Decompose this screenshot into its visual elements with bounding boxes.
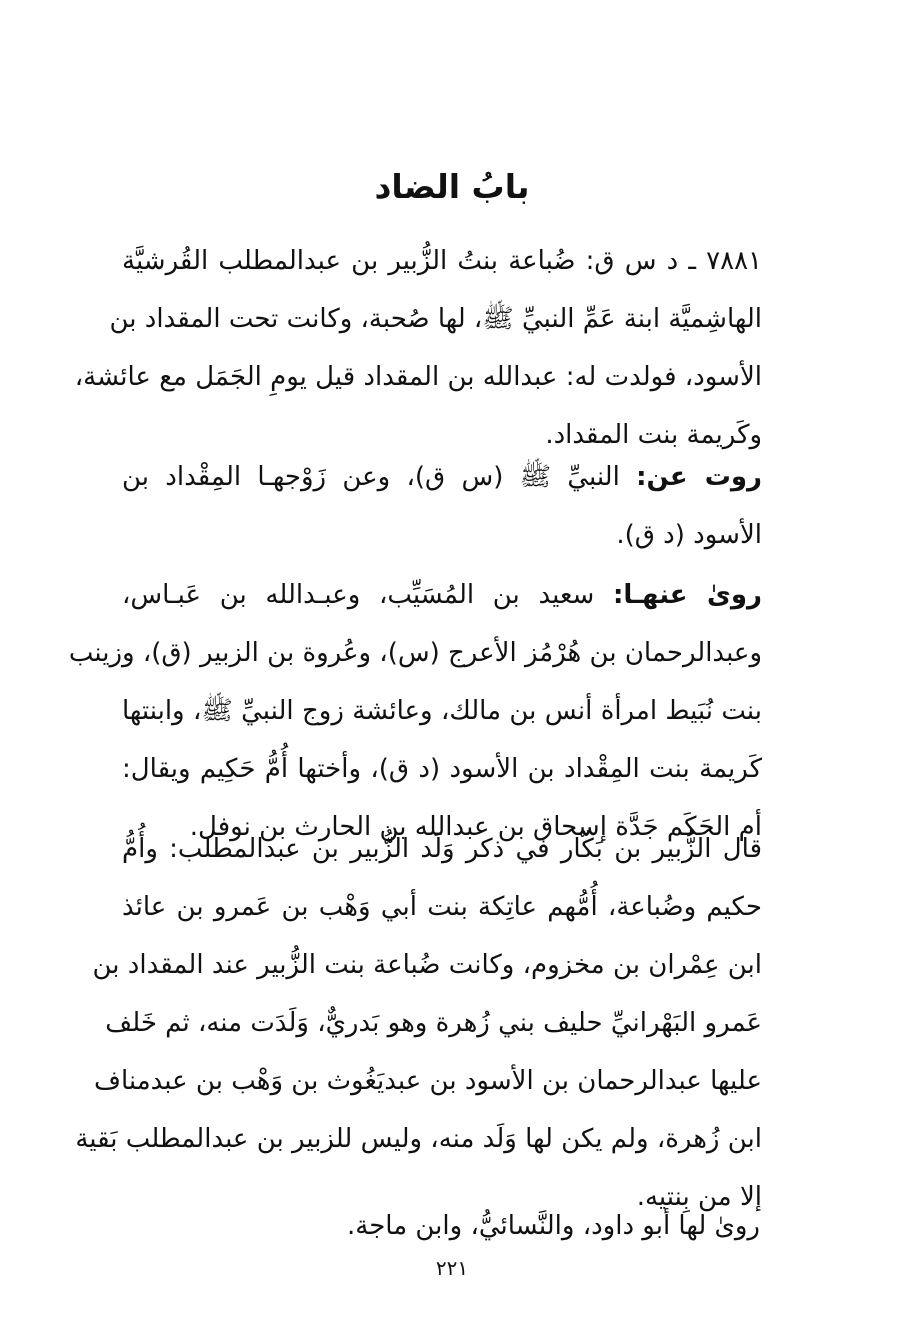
- narrators-line: بنت نُبَيط امرأة أنس بن مالك، وعائشة زوج النبيِّ ﷺ، وابنتها: [122, 696, 762, 726]
- quote-line: ابن زُهرة، ولم يكن لها وَلَد منه، وليس للزبير بن عبدالمطلب بَقية: [75, 1124, 762, 1154]
- narrators-label: روىٰ عنهـا:: [612, 580, 762, 610]
- quote-line: عليها عبدالرحمان بن الأسود بن عبديَغُوث بن وَهْب بن عبدمناف: [94, 1066, 762, 1096]
- footer-note-text: رویٰ لها أبو داود، والنَّسائيُّ، وابن ماجة.: [347, 1211, 760, 1241]
- narrators-line: كَريمة بنت المِقْداد بن الأسود (د ق)، وأختها أُمُّ حَكِيم ويقال:: [122, 754, 762, 784]
- narrated-from-line: الأسود (د ق).: [616, 520, 762, 550]
- page-number: ٢٢١: [435, 1256, 469, 1280]
- quote-line: عَمرو البَهْرانيِّ حليف بني زُهرة وهو بَدريٌّ، وَلَدَت منه، ثم خَلف: [105, 1008, 762, 1038]
- biography-entry: [74, 232, 762, 464]
- entry-line: وكَريمة بنت المقداد.: [545, 420, 762, 450]
- chapter-title: بابُ الضاد: [374, 167, 530, 206]
- narrators-line: [122, 566, 762, 624]
- quote-line: حكيم وضُباعة، أُمُّهم عاتِكة بنت أبي وَهْب بن عَمرو بن عائذ: [122, 892, 762, 922]
- narrated-from-text: النبيِّ ﷺ (س ق)، وعن زَوْجهـا المِقْداد بن: [122, 462, 637, 492]
- narrators-line: أم الحَكَم جَدَّة إسحاق بن عبدالله بن الحارث بن نوفل.: [189, 812, 762, 842]
- narrated-from-label: روت عن:: [636, 462, 762, 492]
- zubayr-quote-section: [75, 820, 762, 1226]
- entry-line: الأسود، فولدت له: عبدالله بن المقداد قيل يومِ الجَمَل مع عائشة،: [74, 362, 762, 392]
- quote-line: إلا من بِنتيه.: [636, 1182, 762, 1212]
- quote-line: ابن عِمْران بن مخزوم، وكانت ضُباعة بنت الزُّبير عند المقداد بن: [92, 950, 762, 980]
- quote-line: قال الزُّبير بن بَكّار في ذكر وَلَد الزُّبير بن عبدالمطلب: وأُمُّ: [122, 834, 762, 864]
- footer-note: [200, 1197, 760, 1255]
- narrated-from-line: [122, 448, 762, 506]
- narrators-text: سعيد بن المُسَيِّب، وعبـدالله بن عَبـاس،: [122, 580, 613, 610]
- entry-line: ٧٨٨١ ـ د س ق: ضُباعة بنتُ الزُّبير بن عبدالمطلب القُرشيَّة: [122, 246, 762, 276]
- narrated-from-section: [122, 448, 762, 564]
- narrators-from-her-section: [68, 566, 762, 856]
- narrators-line: وعبدالرحمان بن هُرْمُز الأعرج (س)، وعُروة بن الزبير (ق)، وزينب: [68, 638, 762, 668]
- entry-line: الهاشِميَّة ابنة عَمِّ النبيِّ ﷺ، لها صُحبة، وكانت تحت المقداد بن: [109, 304, 762, 334]
